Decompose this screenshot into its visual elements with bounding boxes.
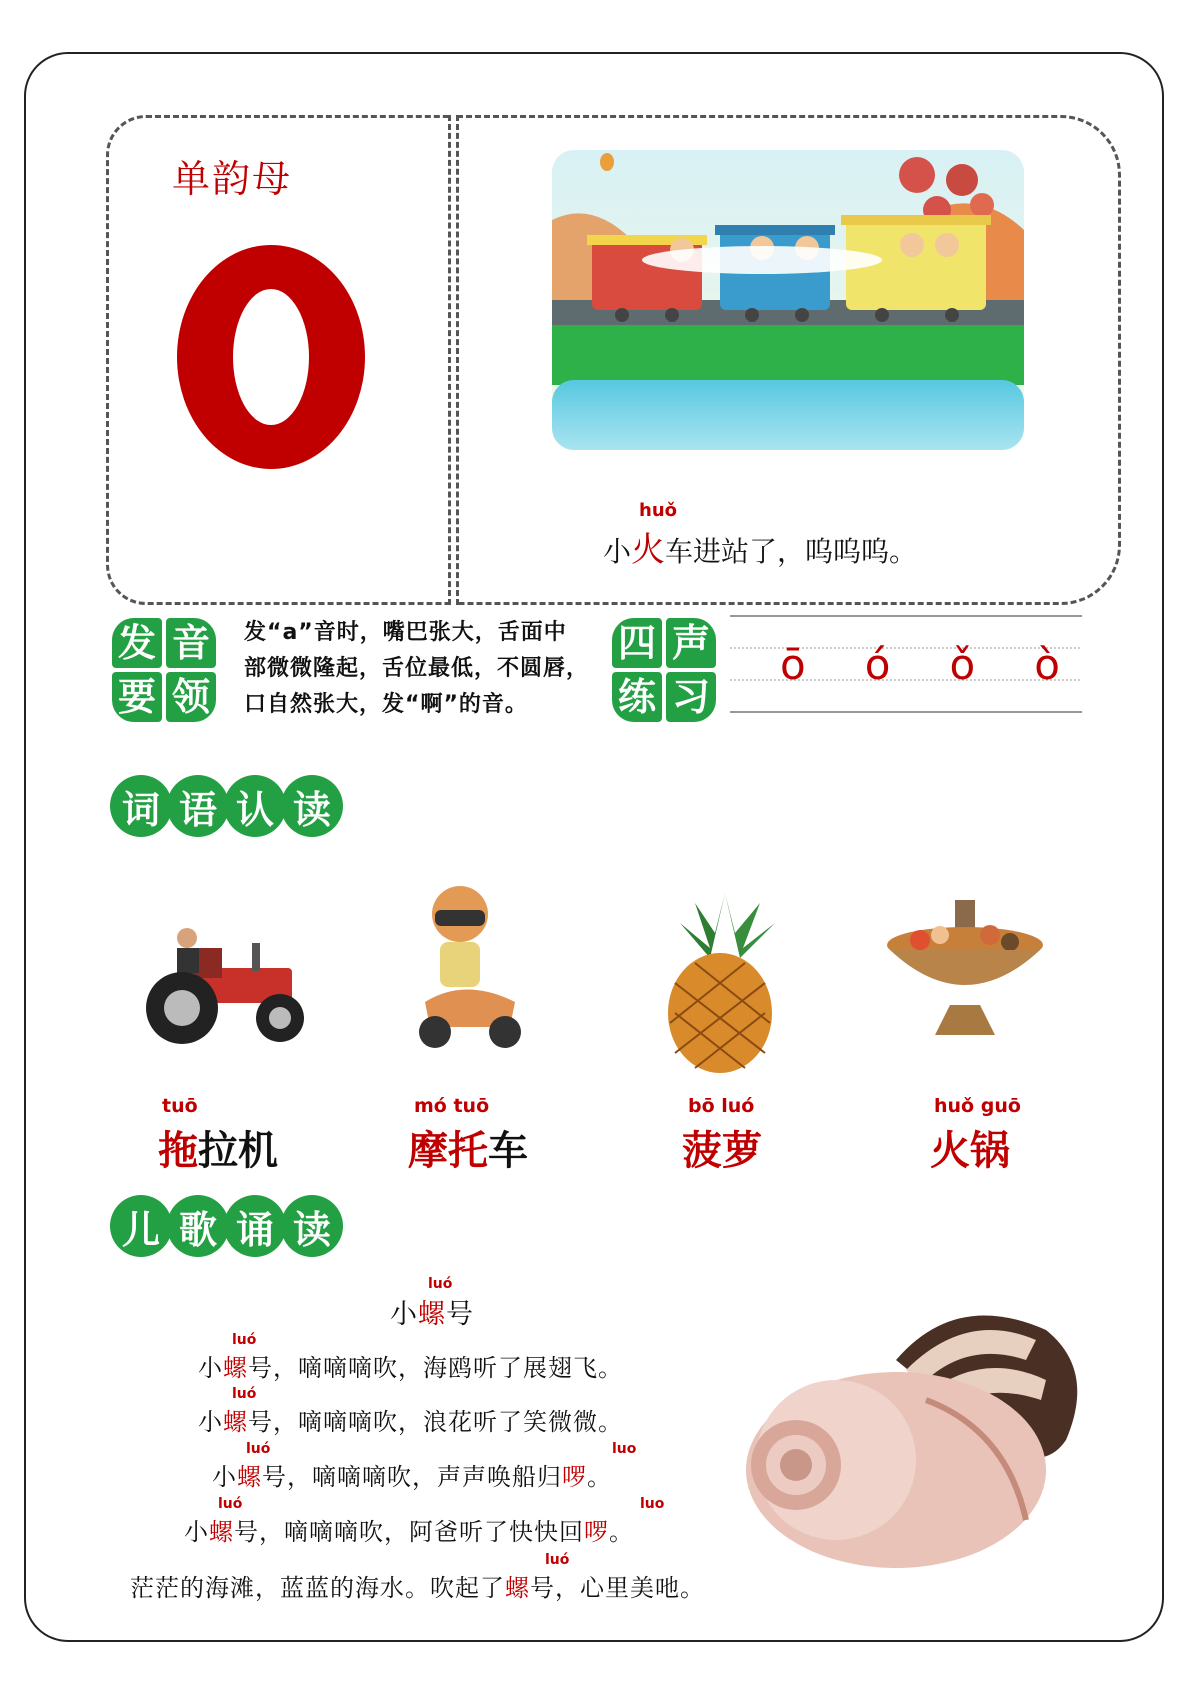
tone-4: ò bbox=[1034, 640, 1060, 689]
tile-char: 习 bbox=[666, 672, 716, 722]
tone-row bbox=[780, 640, 1060, 689]
tile-char: 练 bbox=[612, 672, 662, 722]
sentence-highlight: 火 bbox=[631, 530, 666, 570]
poem-red: 啰 bbox=[584, 1518, 609, 1546]
word-red-part: 火锅 bbox=[930, 1128, 1010, 1174]
poem-line bbox=[212, 1457, 612, 1492]
header-char: 词 bbox=[110, 775, 172, 837]
word-red-part: 拖 bbox=[158, 1128, 198, 1174]
poem-line-pinyin: luó bbox=[218, 1496, 243, 1512]
poem-text: 号，嘀嘀嘀吹，海鸥听了展翅飞。 bbox=[248, 1354, 623, 1382]
word-red-part: 摩托 bbox=[408, 1128, 488, 1174]
word-hanzi bbox=[158, 1119, 278, 1176]
header-char: 认 bbox=[224, 775, 286, 837]
hotpot-image bbox=[880, 900, 1050, 1045]
poem-text: 茫茫的海滩，蓝蓝的海水。吹起了 bbox=[130, 1574, 505, 1602]
word-black-part: 拉机 bbox=[198, 1128, 278, 1174]
poem-line bbox=[198, 1348, 623, 1383]
poem-line-pinyin: luó bbox=[545, 1552, 570, 1568]
poem-text: 号 bbox=[446, 1299, 474, 1330]
scooter-image bbox=[405, 882, 535, 1057]
conch-shell-image bbox=[726, 1300, 1096, 1580]
word-hanzi bbox=[682, 1119, 762, 1176]
poem-line bbox=[198, 1402, 623, 1437]
tile-char: 要 bbox=[112, 672, 162, 722]
tile-char: 领 bbox=[166, 672, 216, 722]
poem-red: 螺 bbox=[237, 1463, 262, 1491]
poem-line bbox=[130, 1568, 705, 1603]
poem-text: 号，嘀嘀嘀吹，浪花听了笑微微。 bbox=[248, 1408, 623, 1436]
pronunciation-description: 发“a”音时，嘴巴张大，舌面中部微微隆起，舌位最低，不圆唇，口自然张大，发“啊”的音。 bbox=[244, 620, 590, 717]
train-scene-image bbox=[552, 150, 1024, 450]
word-black-part: 车 bbox=[488, 1128, 528, 1174]
word-hanzi bbox=[930, 1119, 1010, 1176]
poem-line-pinyin: luo bbox=[612, 1441, 637, 1457]
tile-char: 发 bbox=[112, 618, 162, 668]
tile-char: 声 bbox=[666, 618, 716, 668]
poem-text: 小 bbox=[212, 1463, 237, 1491]
poem-line-pinyin: luo bbox=[640, 1496, 665, 1512]
header-char: 歌 bbox=[167, 1195, 229, 1257]
poem-red: 螺 bbox=[505, 1574, 530, 1602]
word-hanzi bbox=[408, 1119, 528, 1176]
poem-text: 小 bbox=[198, 1354, 223, 1382]
sentence-pinyin: huǒ bbox=[639, 500, 677, 521]
poem-text: 号，嘀嘀嘀吹，阿爸听了快快回 bbox=[234, 1518, 584, 1546]
poem-text: 小 bbox=[390, 1299, 418, 1330]
header-char: 语 bbox=[167, 775, 229, 837]
word-pinyin: tuō bbox=[162, 1095, 198, 1117]
poem-text: 小 bbox=[198, 1408, 223, 1436]
sentence-prefix: 小 bbox=[603, 535, 632, 568]
poem-text: 。 bbox=[587, 1463, 612, 1491]
sentence-suffix: 车进站了，呜呜呜。 bbox=[665, 535, 918, 568]
tractor-image bbox=[132, 908, 312, 1048]
poem-line-pinyin: luó bbox=[232, 1332, 257, 1348]
poem-line-pinyin: luó bbox=[232, 1386, 257, 1402]
vocab-section-header bbox=[110, 775, 338, 837]
poem-red: 螺 bbox=[209, 1518, 234, 1546]
poem-red: 螺 bbox=[223, 1354, 248, 1382]
sentence-text bbox=[603, 522, 917, 571]
poem-section-header bbox=[110, 1195, 338, 1257]
tile-char: 音 bbox=[166, 618, 216, 668]
poem-text: 号，心里美吔。 bbox=[530, 1574, 705, 1602]
poem-line-pinyin: luó bbox=[246, 1441, 271, 1457]
word-pinyin: bō luó bbox=[688, 1095, 755, 1117]
tone-practice-tile bbox=[612, 618, 724, 730]
header-char: 儿 bbox=[110, 1195, 172, 1257]
poem-text: 。 bbox=[609, 1518, 634, 1546]
word-pinyin: huǒ guō bbox=[934, 1095, 1021, 1117]
poem-line bbox=[184, 1512, 634, 1547]
tone-2: ó bbox=[864, 640, 891, 689]
tile-char: 四 bbox=[612, 618, 662, 668]
poem-red: 螺 bbox=[418, 1299, 446, 1330]
poem-text: 号，嘀嘀嘀吹，声声唤船归 bbox=[262, 1463, 562, 1491]
poem-red: 啰 bbox=[562, 1463, 587, 1491]
word-pinyin: mó tuō bbox=[414, 1095, 490, 1117]
pineapple-image bbox=[655, 893, 795, 1073]
word-red-part: 菠萝 bbox=[682, 1128, 762, 1174]
poem-red: 螺 bbox=[223, 1408, 248, 1436]
pronunciation-tile bbox=[112, 618, 224, 730]
letter-o-graphic bbox=[166, 235, 376, 480]
header-char: 读 bbox=[281, 775, 343, 837]
poem-text: 小 bbox=[184, 1518, 209, 1546]
header-char: 读 bbox=[281, 1195, 343, 1257]
tone-3: ǒ bbox=[949, 640, 976, 689]
category-title: 单韵母 bbox=[172, 157, 293, 201]
tone-1: ō bbox=[780, 640, 806, 689]
header-char: 诵 bbox=[224, 1195, 286, 1257]
poem-title bbox=[390, 1292, 474, 1331]
poem-title-pinyin: luó bbox=[428, 1276, 453, 1292]
